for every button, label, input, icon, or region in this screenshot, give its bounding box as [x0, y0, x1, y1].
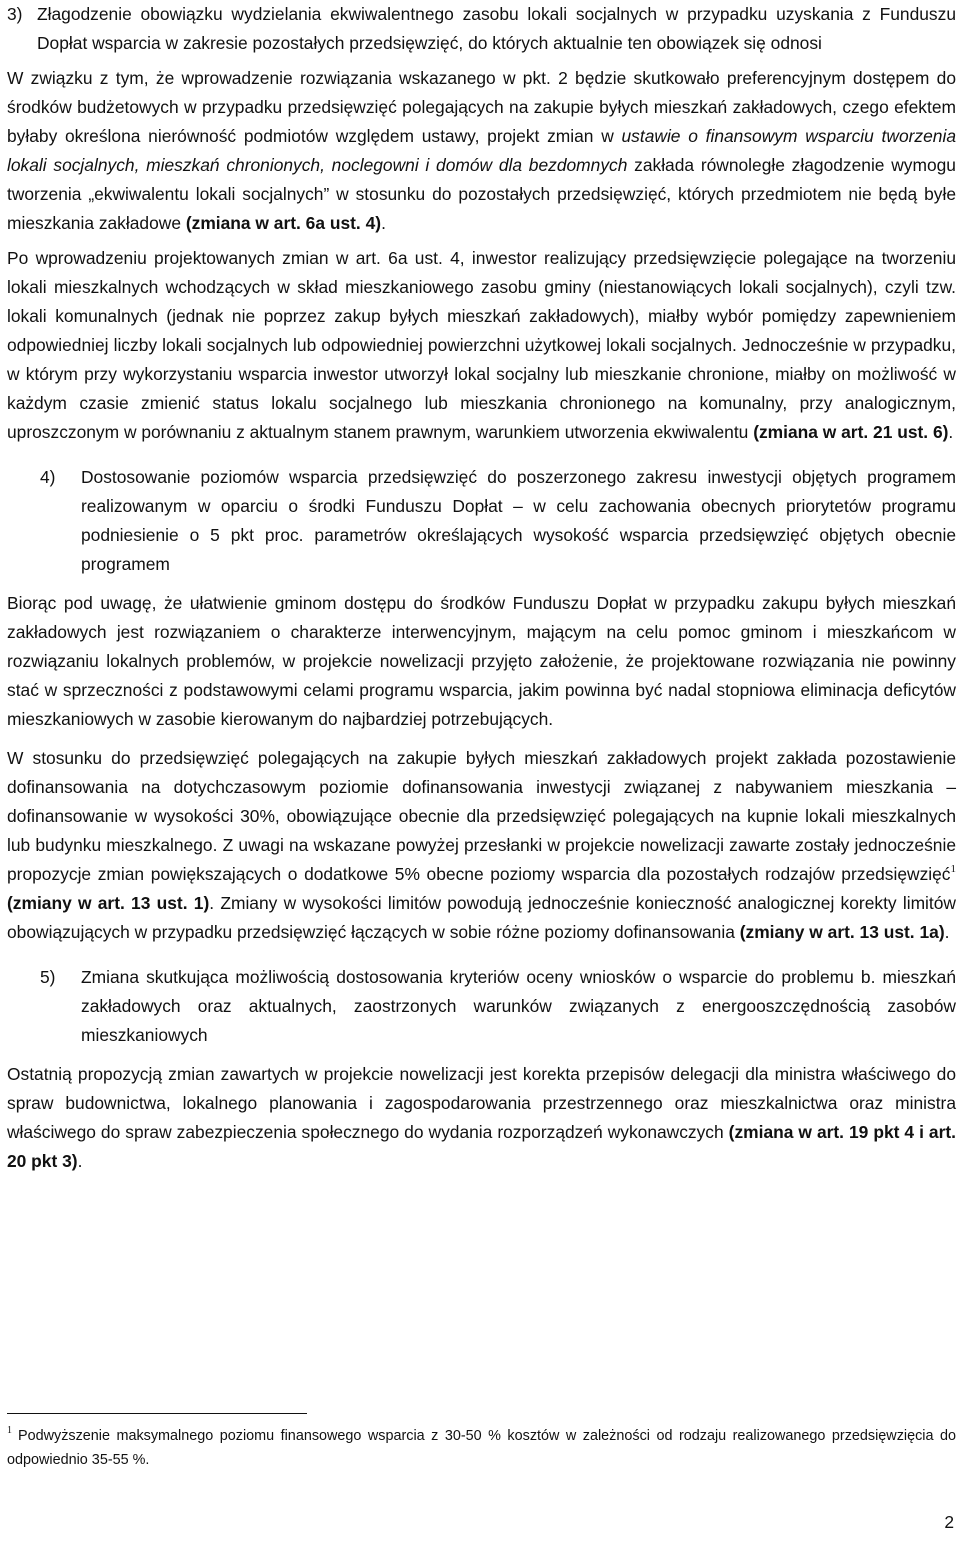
amendment-reference: (zmiana w art. 19 pkt 4 i art. 20 pkt 3): [7, 1122, 956, 1171]
footnote: [7, 1424, 956, 1472]
amendment-reference: (zmiany w art. 13 ust. 1a): [739, 922, 945, 942]
list-item-number: 5): [40, 967, 56, 987]
paragraph-investor-choice: Po wprowadzeniu projektowanych zmian w art. 6a ust. 4, inwestor realizujący przedsięwzięcie polegające na tworzeniu lokali mieszkalnych wchodzących w skład mieszkaniowego zasobu gminy (niestanowiących lokali socjalnych), czyli tzw. lokali komunalnych (jednak nie poprzez zakup byłych mieszkań zakładowych), miałby wybór pomiędzy zapewnieniem odpowiedniej liczby lokali socjalnych lub odpowiedniej powierzchni użytkowej lokali socjalnych. Jednocześnie w przypadku, w którym przy wykorzystaniu wsparcia inwestor utworzył lokal socjalny lub mieszkanie chronione, miałby on możliwość w każdym czasie zmienić status lokalu socjalnego lub mieszkania chronionego na komunalny, przy analogicznym, uproszczonym w porównaniu z aktualnym stanem prawnym, warunkiem utworzenia ekwiwalentu (zmiana w art. 21 ust. 6).: [7, 248, 956, 442]
paragraph-funding-levels: W stosunku do przedsięwzięć polegających na zakupie byłych mieszkań zakładowych projekt zakłada pozostawienie dofinansowania na dotychczasowym poziomie dofinansowania inwestycji związanej z nabywaniem mieszkania – dofinansowanie w wysokości 30%, obowiązujące obecnie dla przedsięwzięć polegających na kupnie lokali mieszkalnych lub budynku mieszkalnego. Z uwagi na wskazane powyżej przesłanki w projekcie nowelizacji zawarte zostały jednocześnie propozycje zmian powiększających o dodatkowe 5% obecne poziomy wsparcia dla pozostałych rodzajów przedsięwzięć$^1$ (zmiany w art. 13 ust. 1). Zmiany w wysokości limitów powodują jednocześnie konieczność analogicznej korekty limitów obowiązujących w przypadku przedsięwzięć łączących w sobie różne poziomy dofinansowania (zmiany w art. 13 ust. 1a).: [7, 748, 956, 942]
list-item-text: Dostosowanie poziomów wsparcia przedsięwzięć do poszerzonego zakresu inwestycji objętych programem realizowanym w oparciu o środki Funduszu Dopłat – w celu zachowania obecnych priorytetów programu podniesienie o 5 pkt proc. parametrów określających wysokość wsparcia przedsięwzięć objętych obecnie programem: [81, 467, 956, 574]
footnote-marker: 1: [7, 1425, 12, 1436]
amendment-reference: (zmiana w art. 6a ust. 4): [185, 213, 382, 233]
list-item-number: 4): [40, 467, 56, 487]
list-item-5: [7, 963, 956, 1050]
act-title: ustawie o finansowym wsparciu tworzenia lokali socjalnych, mieszkań chronionych, noclegowni i domów dla bezdomnych: [7, 126, 956, 175]
footnote-separator: [7, 1413, 307, 1414]
list-item-number: 3): [7, 4, 23, 24]
paragraph-delegation: Ostatnią propozycją zmian zawartych w projekcie nowelizacji jest korekta przepisów delegacji dla ministra właściwego do spraw budownictwa, lokalnego planowania i zagospodarowania przestrzennego oraz mieszkalnictwa oraz ministra właściwego do spraw zabezpieczenia społecznego do wydania rozporządzeń wykonawczych (zmiana w art. 19 pkt 4 i art. 20 pkt 3).: [7, 1064, 956, 1171]
footnote-reference[interactable]: 1: [950, 863, 956, 875]
footnote-text: Podwyższenie maksymalnego poziomu finansowego wsparcia z 30-50 % kosztów w zależności od rodzaju realizowanego przedsięwzięcia do odpowiednio 35-55 %.: [7, 1428, 956, 1468]
amendment-reference: (zmiany w art. 13 ust. 1): [7, 893, 210, 913]
amendment-reference: (zmiana w art. 21 ust. 6): [753, 422, 949, 442]
list-item-text: Złagodzenie obowiązku wydzielania ekwiwalentnego zasobu lokali socjalnych w przypadku uzyskania z Funduszu Dopłat wsparcia w zakresie pozostałych przedsięwzięć, do których aktualnie ten obowiązek się odnosi: [37, 4, 956, 53]
paragraph-equivalent-housing: W związku z tym, że wprowadzenie rozwiązania wskazanego w pkt. 2 będzie skutkowało preferencyjnym dostępem do środków budżetowych w przypadku przedsięwzięć polegających na zakupie byłych mieszkań zakładowych, czego efektem byłaby określona nierówność podmiotów względem ustawy, projekt zmian w ustawie o finansowym wsparciu tworzenia lokali socjalnych, mieszkań chronionych, noclegowni i domów dla bezdomnych zakłada równoległe złagodzenie wymogu tworzenia „ekwiwalentu lokali socjalnych” w stosunku do pozostałych przedsięwzięć, których przedmiotem nie będą byłe mieszkania zakładowe (zmiana w art. 6a ust. 4).: [7, 68, 956, 233]
list-item-3: [7, 0, 956, 58]
list-item-4: [7, 463, 956, 579]
paragraph-intervention: Biorąc pod uwagę, że ułatwienie gminom dostępu do środków Funduszu Dopłat w przypadku zakupu byłych mieszkań zakładowych jest rozwiązaniem o charakterze interwencyjnym, mającym na celu pomoc gminom i mieszkańcom w rozwiązaniu lokalnych problemów, w projekcie nowelizacji przyjęto założenie, że projektowane rozwiązania nie powinny stać w sprzeczności z podstawowymi celami programu wsparcia, jakim powinna być nadal stopniowa eliminacja deficytów mieszkaniowych w zasobie kierowanym do najbardziej potrzebujących.: [7, 593, 956, 729]
page-number: 2: [944, 1512, 954, 1532]
list-item-text: Zmiana skutkująca możliwością dostosowania kryteriów oceny wniosków o wsparcie do problemu b. mieszkań zakładowych oraz aktualnych, zaostrzonych warunków związanych z energooszczędnością zasobów mieszkaniowych: [81, 967, 956, 1045]
